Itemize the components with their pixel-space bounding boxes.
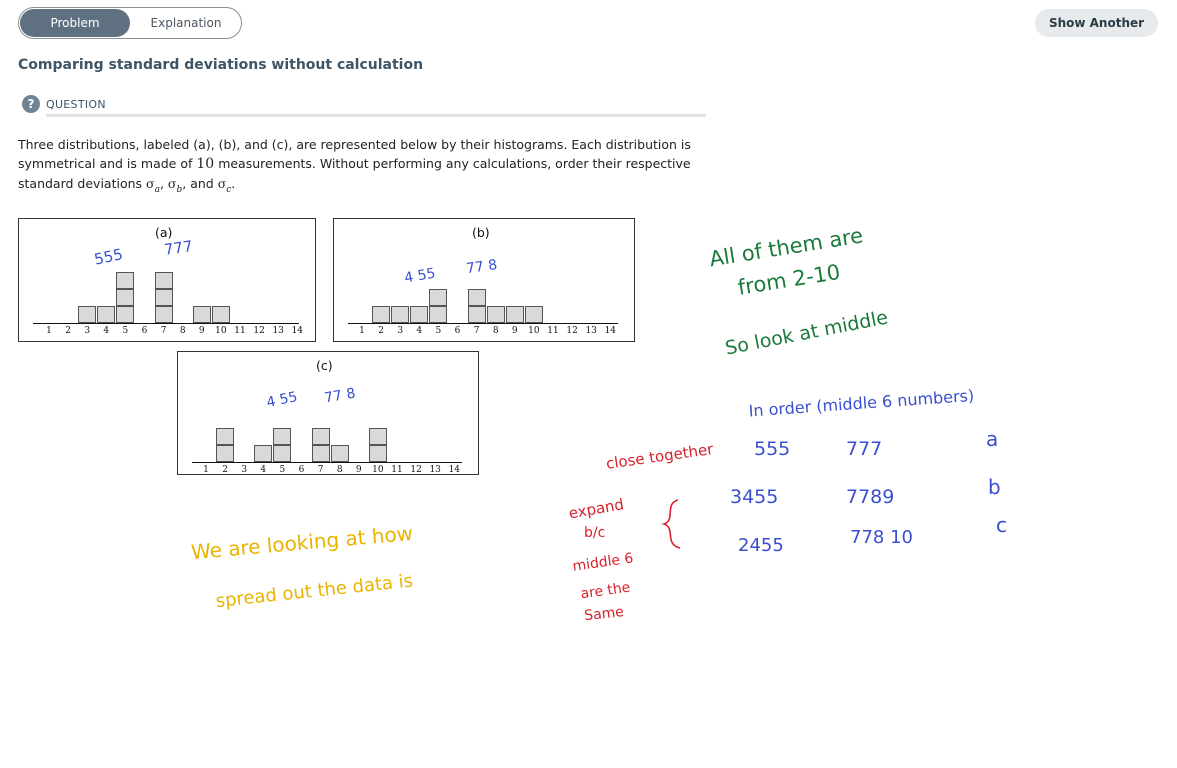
sigma-a: σ: [146, 176, 155, 191]
axis-tick-label: 11: [547, 326, 559, 336]
comma-a: ,: [159, 176, 164, 191]
period: .: [231, 176, 236, 191]
expand-note-line2: b/c: [584, 525, 606, 541]
question-text-part1: Three distributions, labeled (a), (b), and (c), are represented below by their histograms. Each distribution is symmetrical and is made of: [18, 137, 691, 171]
axis-tick-label: 4: [260, 465, 267, 475]
note-c-left: 4 55: [265, 388, 299, 412]
axis-tick-label: 10: [215, 326, 227, 336]
axis-tick-label: 8: [492, 326, 499, 336]
axis-tick-label: 14: [448, 465, 461, 475]
axis-tick-label: 8: [179, 326, 186, 336]
question-label: QUESTION: [46, 97, 106, 111]
row-a-right: 777: [846, 438, 883, 460]
axis-tick-label: 6: [298, 465, 305, 475]
expand-note-line1: expand: [567, 495, 626, 523]
axis-tick-label: 1: [203, 465, 209, 475]
axis-tick-label: 10: [528, 326, 540, 336]
row-b-label: b: [988, 475, 1001, 499]
axis-tick-label: 13: [272, 326, 284, 336]
expand-note-line5: Same: [583, 604, 625, 625]
row-a-label: a: [986, 427, 999, 451]
histogram-title: (b): [472, 225, 490, 240]
axis-tick-label: 3: [397, 326, 404, 336]
sigma-c: σ: [217, 176, 227, 191]
question-text-part2: measurements. Without performing any calculations, order their respective standard deviations: [18, 156, 691, 191]
row-c-label: c: [996, 513, 1007, 537]
axis-tick-label: 12: [253, 326, 265, 336]
expand-note-line3: middle 6: [571, 550, 635, 575]
axis-tick-label: 12: [566, 326, 578, 336]
axis-tick-label: 5: [279, 465, 286, 475]
green-note-line3: So look at middle: [723, 306, 890, 360]
question-icon: ?: [22, 95, 40, 113]
page-title: Comparing standard deviations without calculation: [18, 57, 424, 73]
sigma-b: σ: [167, 176, 177, 191]
axis-tick-label: 4: [416, 326, 423, 336]
axis-tick-label: 6: [141, 326, 148, 336]
axis-tick-label: 12: [410, 465, 422, 475]
histogram-title: (a): [155, 225, 173, 240]
note-b-left: 4 55: [403, 265, 437, 287]
axis-tick-label: 11: [234, 326, 246, 336]
green-note-line2: from 2-10: [736, 259, 842, 300]
axis-tick-label: 2: [222, 465, 228, 475]
axis-tick-label: 6: [454, 326, 461, 336]
axis-tick-label: 5: [435, 326, 442, 336]
note-a-left: 555: [92, 245, 125, 269]
brace-mark: [664, 500, 680, 548]
axis-tick-label: 4: [103, 326, 110, 336]
axis-tick-label: 7: [473, 326, 480, 336]
order-heading: In order (middle 6 numbers): [748, 385, 975, 421]
axis-tick-label: 5: [122, 326, 129, 336]
axis-tick-label: 9: [355, 465, 362, 475]
axis-tick-label: 10: [372, 465, 384, 475]
note-b-right: 77 8: [465, 256, 499, 278]
show-another-button[interactable]: Show Another: [1035, 9, 1158, 37]
yellow-note-line1: We are looking at how: [190, 520, 414, 565]
axis-tick-label: 2: [378, 326, 384, 336]
axis-tick-label: 7: [160, 326, 167, 336]
yellow-note-line2: spread out the data is: [214, 570, 414, 613]
row-c-right: 778 10: [850, 527, 913, 548]
axis-tick-label: 7: [317, 465, 324, 475]
expand-note-line4: are the: [579, 579, 632, 603]
axis-tick-label: 2: [65, 326, 71, 336]
axis-tick-label: 14: [604, 326, 617, 336]
tab-problem[interactable]: Problem: [20, 9, 130, 37]
axis-tick-label: 3: [84, 326, 91, 336]
row-b-right: 7789: [846, 486, 895, 508]
row-c-left: 2455: [738, 535, 784, 556]
axis-tick-label: 3: [241, 465, 248, 475]
axis-tick-label: 13: [585, 326, 597, 336]
axis-tick-label: 14: [291, 326, 304, 336]
sigma-b-sub: b: [176, 184, 183, 195]
comma-b: ,: [182, 176, 187, 191]
and-word: and: [190, 176, 214, 191]
row-b-left: 3455: [730, 486, 779, 508]
axis-tick-label: 9: [198, 326, 205, 336]
note-c-right: 77 8: [323, 385, 357, 407]
tab-explanation[interactable]: Explanation: [150, 16, 222, 30]
axis-tick-label: 1: [359, 326, 365, 336]
row-a-left: 555: [754, 438, 791, 460]
axis-tick-label: 11: [391, 465, 403, 475]
note-a-right: 777: [162, 237, 194, 259]
histogram-title: (c): [316, 358, 333, 373]
axis-tick-label: 13: [429, 465, 441, 475]
axis-tick-label: 1: [46, 326, 52, 336]
sigma-c-sub: c: [226, 184, 232, 195]
close-together-note: close together: [604, 439, 715, 473]
green-note-line1: All of them are: [707, 223, 865, 272]
axis-tick-label: 9: [511, 326, 518, 336]
axis-tick-label: 8: [336, 465, 343, 475]
measurement-count: 10: [196, 156, 215, 172]
sigma-a-sub: a: [154, 184, 160, 195]
